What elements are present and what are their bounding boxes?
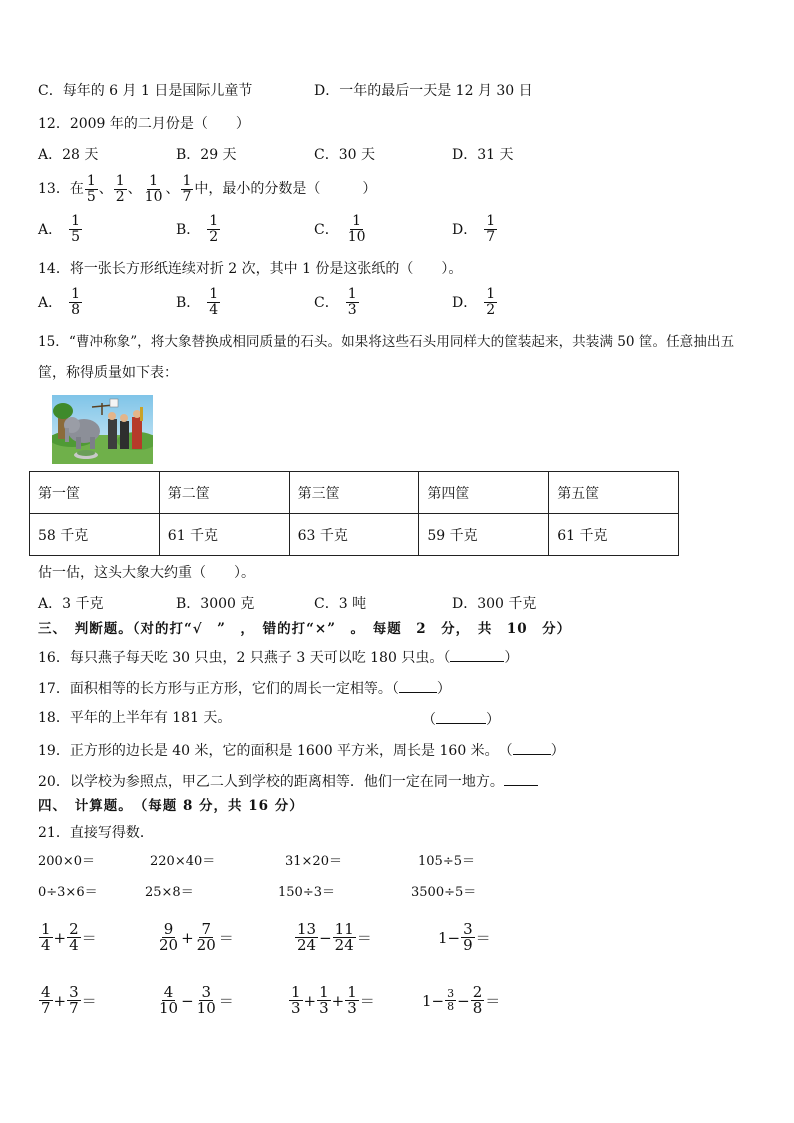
section-3-heading: 三、 判断题。（对的打“√ ” ， 错的打“×” 。 每题 2 分， 共 10 分） [38,621,572,637]
q13-suffix: 中，最小的分数是（ ） [194,181,377,197]
q11-option-d: D．一年的最后一天是 12 月 30 日 [314,83,533,99]
q13-fraction: $\frac{1}{2}$ [115,172,125,205]
calc-item: $\frac{9}{20}$ + $\frac{7}{20}$ ＝ [159,920,234,954]
calc-item: 220×40＝ [150,854,216,869]
calc-item: $\frac{4}{10}$ − $\frac{3}{10}$ ＝ [159,983,234,1017]
q13-separator: 、 [127,181,142,197]
q13-fraction: $\frac{1}{7}$ [182,172,192,205]
q13-prefix: 13．在 [38,181,84,197]
q11-option-c: C．每年的 6 月 1 日是国际儿童节 [38,83,253,99]
calc-item: 105÷5＝ [418,854,475,869]
q13-option-c: C． $\frac{1}{10}$ [314,213,366,245]
answer-blank[interactable] [504,771,538,786]
q13-separator: 、 [165,181,180,197]
q12-option-d: D．31 天 [452,147,514,163]
table-header-cell: 第四筐 [419,472,549,514]
q13-separator: 、 [98,181,113,197]
table-header-cell: 第五筐 [549,472,679,514]
q13-option-d: D． $\frac{1}{7}$ [452,213,496,245]
q18-answer: （ ） [422,709,500,729]
answer-blank[interactable] [436,709,486,724]
table-cell: 63 千克 [289,514,419,556]
answer-blank[interactable] [513,740,551,755]
q12-option-a: A．28 天 [38,147,99,163]
calc-item: 150÷3＝ [278,885,335,900]
table-header-cell: 第二筐 [159,472,289,514]
q15-option-d: D．300 千克 [452,596,537,612]
q13-fraction: $\frac{1}{10}$ [144,172,163,205]
q15-stem-line2: 筐，称得质量如下表： [38,365,178,381]
q15-stem-line1: 15．“曹冲称象”，将大象替换成相同质量的石头。如果将这些石头用同样大的筐装起来，共装满 50 筐。任意抽出五 [38,334,735,350]
q13-fraction: $\frac{1}{5}$ [86,172,96,205]
calc-item: $\frac{1}{4}$ + $\frac{2}{4}$ ＝ [41,920,97,954]
q12-stem: 12．2009 年的二月份是（ ） [38,116,250,132]
q21-stem: 21．直接写得数． [38,825,154,841]
calc-item: 1 − $\frac{3}{8}$ − $\frac{2}{8}$ ＝ [422,983,501,1017]
calc-item: 25×8＝ [145,885,194,900]
calc-item: $\frac{13}{24}$ − $\frac{11}{24}$ ＝ [297,920,372,954]
calc-item: 1 − $\frac{3}{9}$ ＝ [438,920,491,954]
q14-stem: 14．将一张长方形纸连续对折 2 次，其中 1 份是这张纸的（ ）。 [38,261,463,277]
q15-question: 估一估，这头大象大约重（ ）。 [38,565,255,581]
q14-option-b: B． $\frac{1}{4}$ [176,286,219,318]
q20: 20．以学校为参照点，甲乙二人到学校的距离相等．他们一定在同一地方。 [38,771,538,791]
q13-option-b: B． $\frac{1}{2}$ [176,213,219,245]
q15-weight-table [29,471,679,556]
table-cell: 61 千克 [549,514,679,556]
q15-option-b: B．3000 克 [176,596,255,612]
table-row [30,514,679,556]
q13-stem [38,172,376,206]
table-cell: 59 千克 [419,514,549,556]
calc-item: 3500÷5＝ [411,885,477,900]
q14-option-d: D． $\frac{1}{2}$ [452,286,496,318]
table-header-cell: 第三筐 [289,472,419,514]
calc-item: $\frac{1}{3}$ + $\frac{1}{3}$ + $\frac{1}{3}$ ＝ [291,983,375,1017]
q15-option-a: A．3 千克 [38,596,104,612]
answer-blank[interactable] [450,647,504,662]
q18: 18．平年的上半年有 181 天。 [38,710,232,726]
q15-option-c: C．3 吨 [314,596,367,612]
q14-option-a: A． $\frac{1}{8}$ [38,286,81,318]
calc-item: $\frac{4}{7}$ + $\frac{3}{7}$ ＝ [41,983,97,1017]
cao-chong-elephant-illustration [52,395,153,464]
table-header-cell: 第一筐 [30,472,160,514]
q16: 16．每只燕子每天吃 30 只虫，2 只燕子 3 天可以吃 180 只虫。（ ） [38,647,518,667]
calc-item: 0÷3×6＝ [38,885,98,900]
q14-option-c: C． $\frac{1}{3}$ [314,286,357,318]
table-cell: 58 千克 [30,514,160,556]
table-row [30,472,679,514]
q19: 19．正方形的边长是 40 米，它的面积是 1600 平方米，周长是 160 米。 （ ） [38,740,565,760]
table-cell: 61 千克 [159,514,289,556]
q17: 17．面积相等的长方形与正方形，它们的周长一定相等。（ ） [38,678,451,698]
section-4-heading: 四、 计算题。 （每题 8 分，共 16 分） [38,798,304,814]
q13-option-a: A． $\frac{1}{5}$ [38,213,81,245]
calc-item: 31×20＝ [285,854,342,869]
q12-option-c: C．30 天 [314,147,375,163]
q12-option-b: B．29 天 [176,147,237,163]
calc-item: 200×0＝ [38,854,95,869]
answer-blank[interactable] [399,678,437,693]
